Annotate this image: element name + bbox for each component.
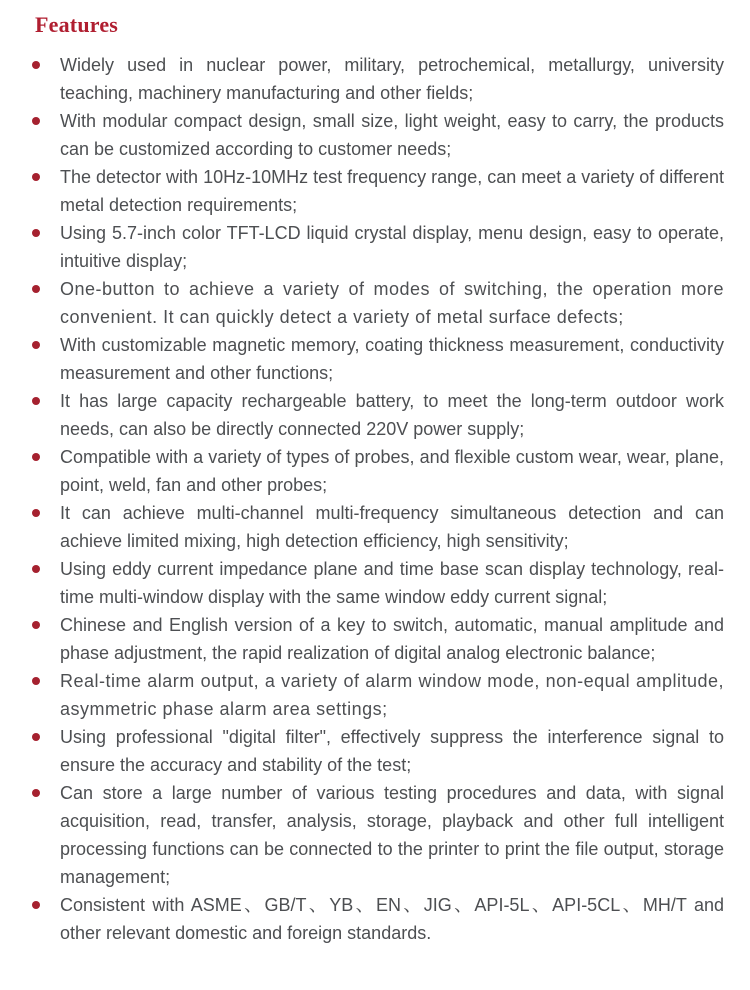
list-item [60,331,724,387]
bullet-icon [32,733,40,741]
bullet-icon [32,509,40,517]
list-item [60,387,724,443]
bullet-icon [32,173,40,181]
feature-text: One-button to achieve a variety of modes of switching, the operation more convenient. It can quickly detect a variety of metal surface defects; [60,279,724,328]
bullet-icon [32,285,40,293]
feature-text: It has large capacity rechargeable battery, to meet the long-term outdoor work needs, can also be directly connected 220V power supply; [60,391,724,440]
feature-text: Using eddy current impedance plane and time base scan display technology, real-time multi-window display with the same window eddy current signal; [60,559,724,608]
bullet-icon [32,901,40,909]
feature-text: With modular compact design, small size, light weight, easy to carry, the products can be customized according to customer needs; [60,111,724,160]
list-item [60,611,724,667]
features-list [30,51,724,947]
bullet-icon [32,453,40,461]
bullet-icon [32,677,40,685]
feature-text: It can achieve multi-channel multi-frequency simultaneous detection and can achieve limited mixing, high detection efficiency, high sensitivity; [60,503,724,552]
bullet-icon [32,397,40,405]
bullet-icon [32,61,40,69]
feature-text: Using professional "digital filter", effectively suppress the interference signal to ensure the accuracy and stability of the test; [60,727,724,776]
feature-text: Real-time alarm output, a variety of alarm window mode, non-equal amplitude, asymmetric phase alarm area settings; [60,671,724,720]
list-item [60,107,724,163]
list-item [60,555,724,611]
page-title: Features [35,12,119,37]
bullet-icon [32,341,40,349]
bullet-icon [32,229,40,237]
feature-text: Consistent with ASME、GB/T、YB、EN、JIG、API-5L、API-5CL、MH/T and other relevant domestic and foreign standards. [60,895,724,944]
feature-text: The detector with 10Hz-10MHz test frequency range, can meet a variety of different metal detection requirements; [60,167,724,216]
bullet-icon [32,565,40,573]
list-item [60,275,724,331]
list-item [60,499,724,555]
feature-text: Compatible with a variety of types of probes, and flexible custom wear, wear, plane, point, weld, fan and other probes; [60,447,724,496]
bullet-icon [32,117,40,125]
list-item [60,443,724,499]
list-item [60,667,724,723]
list-item [60,219,724,275]
feature-text: Chinese and English version of a key to switch, automatic, manual amplitude and phase adjustment, the rapid realization of digital analog electronic balance; [60,615,724,664]
list-item [60,779,724,891]
feature-text: With customizable magnetic memory, coating thickness measurement, conductivity measurement and other functions; [60,335,724,384]
list-item [60,51,724,107]
bullet-icon [32,789,40,797]
feature-text: Can store a large number of various testing procedures and data, with signal acquisition, read, transfer, analysis, storage, playback and other full intelligent processing functions can be connected to the printer to print the file output, storage management; [60,783,724,888]
feature-text: Widely used in nuclear power, military, petrochemical, metallurgy, university teaching, machinery manufacturing and other fields; [60,55,724,104]
list-item [60,723,724,779]
list-item [60,163,724,219]
bullet-icon [32,621,40,629]
feature-text: Using 5.7-inch color TFT-LCD liquid crystal display, menu design, easy to operate, intuitive display; [60,223,724,272]
list-item [60,891,724,947]
